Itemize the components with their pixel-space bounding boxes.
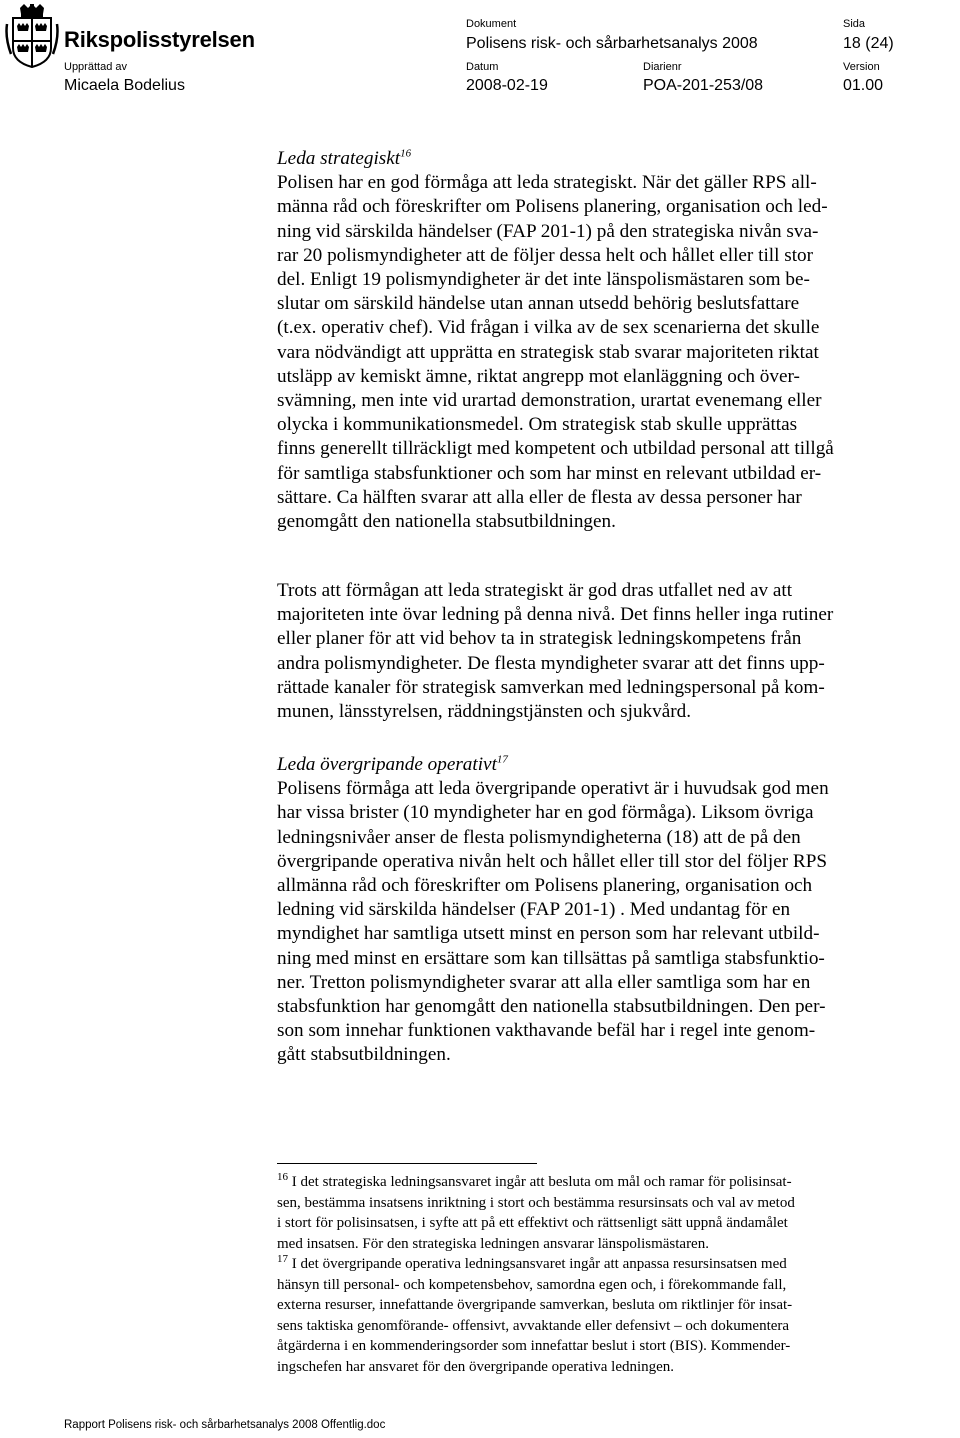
text-line: har vissa brister (10 myndigheter har en god förmåga). Liksom övriga xyxy=(277,802,814,824)
text-line: männa råd och föreskrifter om Polisens planering, organisation och led- xyxy=(277,196,828,218)
paragraph xyxy=(277,171,917,534)
text-line: son som innehar funktionen vakthavande befäl har i regel inte genom- xyxy=(277,1020,816,1042)
heading-text: Leda strategiskt xyxy=(277,148,401,169)
text-line: Trots att förmågan att leda strategiskt är god dras utfallet ned av att xyxy=(277,580,793,601)
footnote-line: sens taktiska genomförande- offensivt, avvaktande eller defensivt – och dokumentera xyxy=(277,1317,790,1334)
text-line: olycka i kommunikationsmedel. Om strategisk stab skulle upprättas xyxy=(277,414,798,436)
heading-text: Leda övergripande operativt xyxy=(277,754,497,775)
section-heading xyxy=(277,753,917,777)
text-line: andra polismyndigheter. De flesta myndigheter svarar att det finns upp- xyxy=(277,652,825,674)
datum-value: 2008-02-19 xyxy=(466,77,548,94)
footnote-17 xyxy=(277,1254,907,1378)
text-line: svämning, men inte vid urartad demonstration, urartat evenemang eller xyxy=(277,390,822,412)
text-line: övergripande operativa nivån helt och hållet eller till stor del följer RPS xyxy=(277,850,828,872)
footnote-line: I det övergripande operativa ledningsansvaret ingår att anpassa resursinsatsen med xyxy=(291,1256,787,1272)
version-value: 01.00 xyxy=(843,77,884,94)
text-line: ledningsnivåer anser de flesta polismyndigheterna (18) att de på den xyxy=(277,826,801,848)
footnote-ref: 16 xyxy=(400,147,412,160)
text-line: rättade kanaler för strategisk samverkan med ledningspersonal på kom- xyxy=(277,676,825,698)
organization-name: Rikspolisstyrelsen xyxy=(64,27,255,52)
diarienr-value: POA-201-253/08 xyxy=(643,77,764,94)
document-footer: Rapport Polisens risk- och sårbarhetsanalys 2008 Offentlig.doc xyxy=(64,1419,386,1431)
paragraph xyxy=(277,777,917,1067)
datum-label: Datum xyxy=(466,61,499,73)
text-line: genomgått den nationella stabsutbildningen. xyxy=(277,511,616,533)
diarienr-label: Diarienr xyxy=(643,61,682,73)
text-line: Polisens förmåga att leda övergripande operativt är i huvudsak god men xyxy=(277,778,829,800)
text-line: stabsfunktion har genomgått den nationella stabsutbildningen. Den per- xyxy=(277,996,826,1018)
text-line: ner. Tretton polismyndigheter svarar att alla eller samtliga som har en xyxy=(277,971,811,993)
footnote-line: i stort för polisinsatsen, i syfte att på ett effektivt och rättsenligt sätt uppnå ändamålet xyxy=(277,1215,788,1232)
footnote-line: ingschefen har ansvaret för den övergripande operativa ledningen. xyxy=(277,1358,675,1375)
text-line: eller planer för att vid behov ta in strategisk ledningskompetens från xyxy=(277,628,802,650)
text-line: munen, länsstyrelsen, räddningstjänsten och sjukvård. xyxy=(277,701,692,723)
footnote-line: sen, bestämma insatsens inriktning i stort och bestämma resursinsats och val av metod xyxy=(277,1194,795,1211)
text-line: vara nödvändigt att upprätta en strategisk stab svarar majoriteten riktat xyxy=(277,341,819,363)
paragraph xyxy=(277,579,917,724)
footnote-number: 16 xyxy=(277,1171,288,1183)
text-line: majoriteten inte övar ledning på denna nivå. Det finns heller inga rutiner xyxy=(277,604,834,626)
text-line: allmänna råd och föreskrifter om Polisens planering, organisation och xyxy=(277,875,813,897)
footnote-ref: 17 xyxy=(496,753,508,766)
text-line: gått stabsutbildningen. xyxy=(277,1044,451,1066)
footnote-line: med insatsen. För den strategiska ledningen ansvarar länspolismästaren. xyxy=(277,1235,709,1252)
upprattad-value: Micaela Bodelius xyxy=(64,77,185,94)
footnote-line: externa resurser, innefattande övergripande samverkan, besluta om riktlinjer för insat- xyxy=(277,1297,793,1314)
dokument-label: Dokument xyxy=(466,18,517,30)
text-line: ledning vid särskilda händelser (FAP 201-1) . Med undantag för en xyxy=(277,899,791,921)
crown-emblem-logo xyxy=(5,4,59,68)
sida-value: 18 (24) xyxy=(843,35,894,52)
upprattad-label: Upprättad av xyxy=(64,61,127,73)
text-line: rar 20 polismyndigheter att de följer dessa helt och hållet eller till stor xyxy=(277,244,814,266)
text-line: utsläpp av kemiskt ämne, riktat angrepp mot elanläggning och över- xyxy=(277,365,800,387)
section-leda-strategiskt xyxy=(277,147,917,534)
text-line: del. Enligt 19 polismyndigheter är det inte länspolismästaren som be- xyxy=(277,269,810,291)
text-line: sättare. Ca hälften svarar att alla eller de flesta av dessa personer har xyxy=(277,486,802,508)
text-line: slutar om särskild händelse utan annan utsedd behörig beslutsfattare xyxy=(277,293,800,315)
text-line: ning med minst en ersättare som kan tillsättas på samtliga stabsfunktio- xyxy=(277,947,825,969)
text-line: för samtliga stabsfunktioner och som har minst en relevant utbildad er- xyxy=(277,462,822,484)
footnote-number: 17 xyxy=(277,1253,288,1265)
section-leda-overgripande-operativt xyxy=(277,753,917,1068)
section-trots xyxy=(277,579,917,724)
footnote-16 xyxy=(277,1172,907,1254)
text-line: ning vid särskilda händelser (FAP 201-1) på den strategiska nivån sva- xyxy=(277,220,819,242)
footnote-line: hänsyn till personal- och kompetensbehov, samordna egen och, i förekommande fall, xyxy=(277,1276,787,1293)
section-heading xyxy=(277,147,917,171)
sida-label: Sida xyxy=(843,18,866,30)
footnote-line: åtgärderna i en kommenderingsorder som innefattar beslut i stort (BIS). Kommender- xyxy=(277,1338,791,1355)
footnote-line: I det strategiska ledningsansvaret ingår att besluta om mål och ramar för polisinsat- xyxy=(291,1174,792,1190)
text-line: Polisen har en god förmåga att leda strategiskt. När det gäller RPS all- xyxy=(277,172,817,194)
text-line: myndighet har samtliga utsett minst en person som har relevant utbild- xyxy=(277,923,820,945)
version-label: Version xyxy=(843,61,880,73)
dokument-value: Polisens risk- och sårbarhetsanalys 2008 xyxy=(466,35,758,52)
footnote-separator xyxy=(277,1163,537,1164)
text-line: finns generellt tillräckligt med kompetent och utbildad personal att tillgå xyxy=(277,438,834,460)
text-line: (t.ex. operativ chef). Vid frågan i vilka av de sex scenarierna det skulle xyxy=(277,317,820,339)
